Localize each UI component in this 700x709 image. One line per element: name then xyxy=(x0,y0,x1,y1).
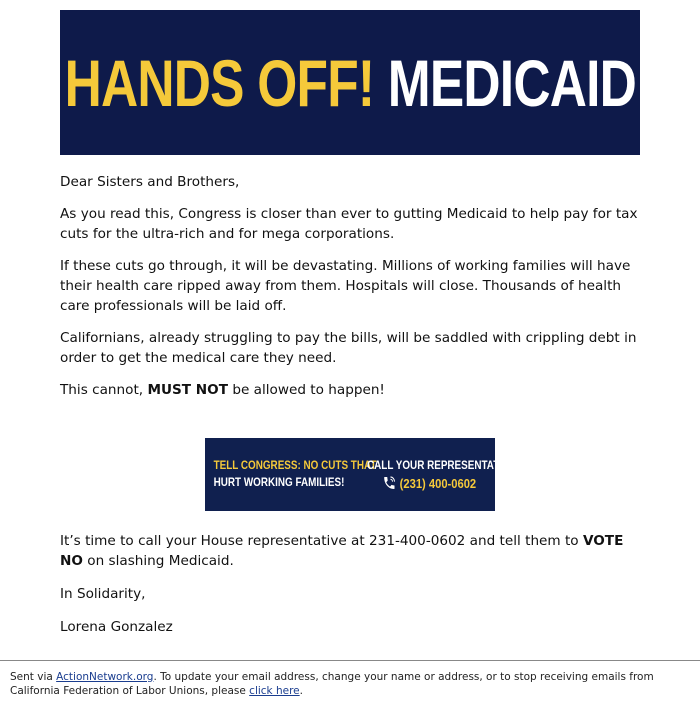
banner-hands-off-text: HANDS OFF! xyxy=(64,45,374,120)
call-representative-banner[interactable] xyxy=(205,438,519,511)
paragraph-californians: Californians, already struggling to pay the bills, will be saddled with crippling debt in order to get the medical care they need. xyxy=(60,330,637,366)
phone-icon xyxy=(382,475,396,491)
cta-line2: HURT WORKING FAMILIES! xyxy=(213,476,345,489)
email-closing xyxy=(60,531,650,650)
paragraph-must-not xyxy=(60,380,650,400)
footer-middle: . To update your email address, change your name or address, or to stop receiving emails from California Federation of Labor Unions, please xyxy=(10,671,654,697)
must-not-pre: This cannot, xyxy=(60,382,148,398)
paragraph-cuts: If these cuts go through, it will be devastating. Millions of working families will have their health care ripped away from them. Hospitals will close. Thousands of health care professionals will be laid off. xyxy=(60,258,631,314)
email-footer xyxy=(0,660,700,698)
must-not-bold: MUST NOT xyxy=(147,382,229,398)
footer-end: . xyxy=(299,685,303,697)
actionnetwork-link[interactable]: ActionNetwork.org xyxy=(56,671,154,683)
signoff: In Solidarity, xyxy=(60,586,146,602)
vote-no-pre: It’s time to call your House representative at 231-400-0602 and tell them to xyxy=(60,533,583,549)
banner-medicaid-text: MEDICAID xyxy=(387,45,636,120)
greeting: Dear Sisters and Brothers, xyxy=(60,174,240,190)
paragraph-vote-no xyxy=(60,531,650,571)
click-here-link[interactable]: click here xyxy=(249,685,300,697)
paragraph-congress: As you read this, Congress is closer than ever to gutting Medicaid to help pay for tax cuts for the ultra-rich and for mega corporations. xyxy=(60,206,638,242)
signature: Lorena Gonzalez xyxy=(60,619,173,635)
hands-off-medicaid-banner xyxy=(60,10,640,155)
cta-phone-line xyxy=(367,475,518,492)
cta-call-info xyxy=(367,458,518,492)
banner-headline xyxy=(64,45,636,120)
cta-line1: TELL CONGRESS: NO CUTS THAT xyxy=(213,459,377,472)
must-not-post: be allowed to happen! xyxy=(228,382,385,398)
cta-call-label: CALL YOUR REPRESENTATIVE: xyxy=(367,459,519,472)
vote-no-post: on slashing Medicaid. xyxy=(82,553,234,569)
cta-phone-number: (231) 400-0602 xyxy=(399,475,477,491)
footer-sent-via: Sent via xyxy=(10,671,57,683)
email-body xyxy=(60,172,650,412)
vote-no-bold: VOTE NO xyxy=(60,533,624,569)
cta-message xyxy=(205,458,377,492)
